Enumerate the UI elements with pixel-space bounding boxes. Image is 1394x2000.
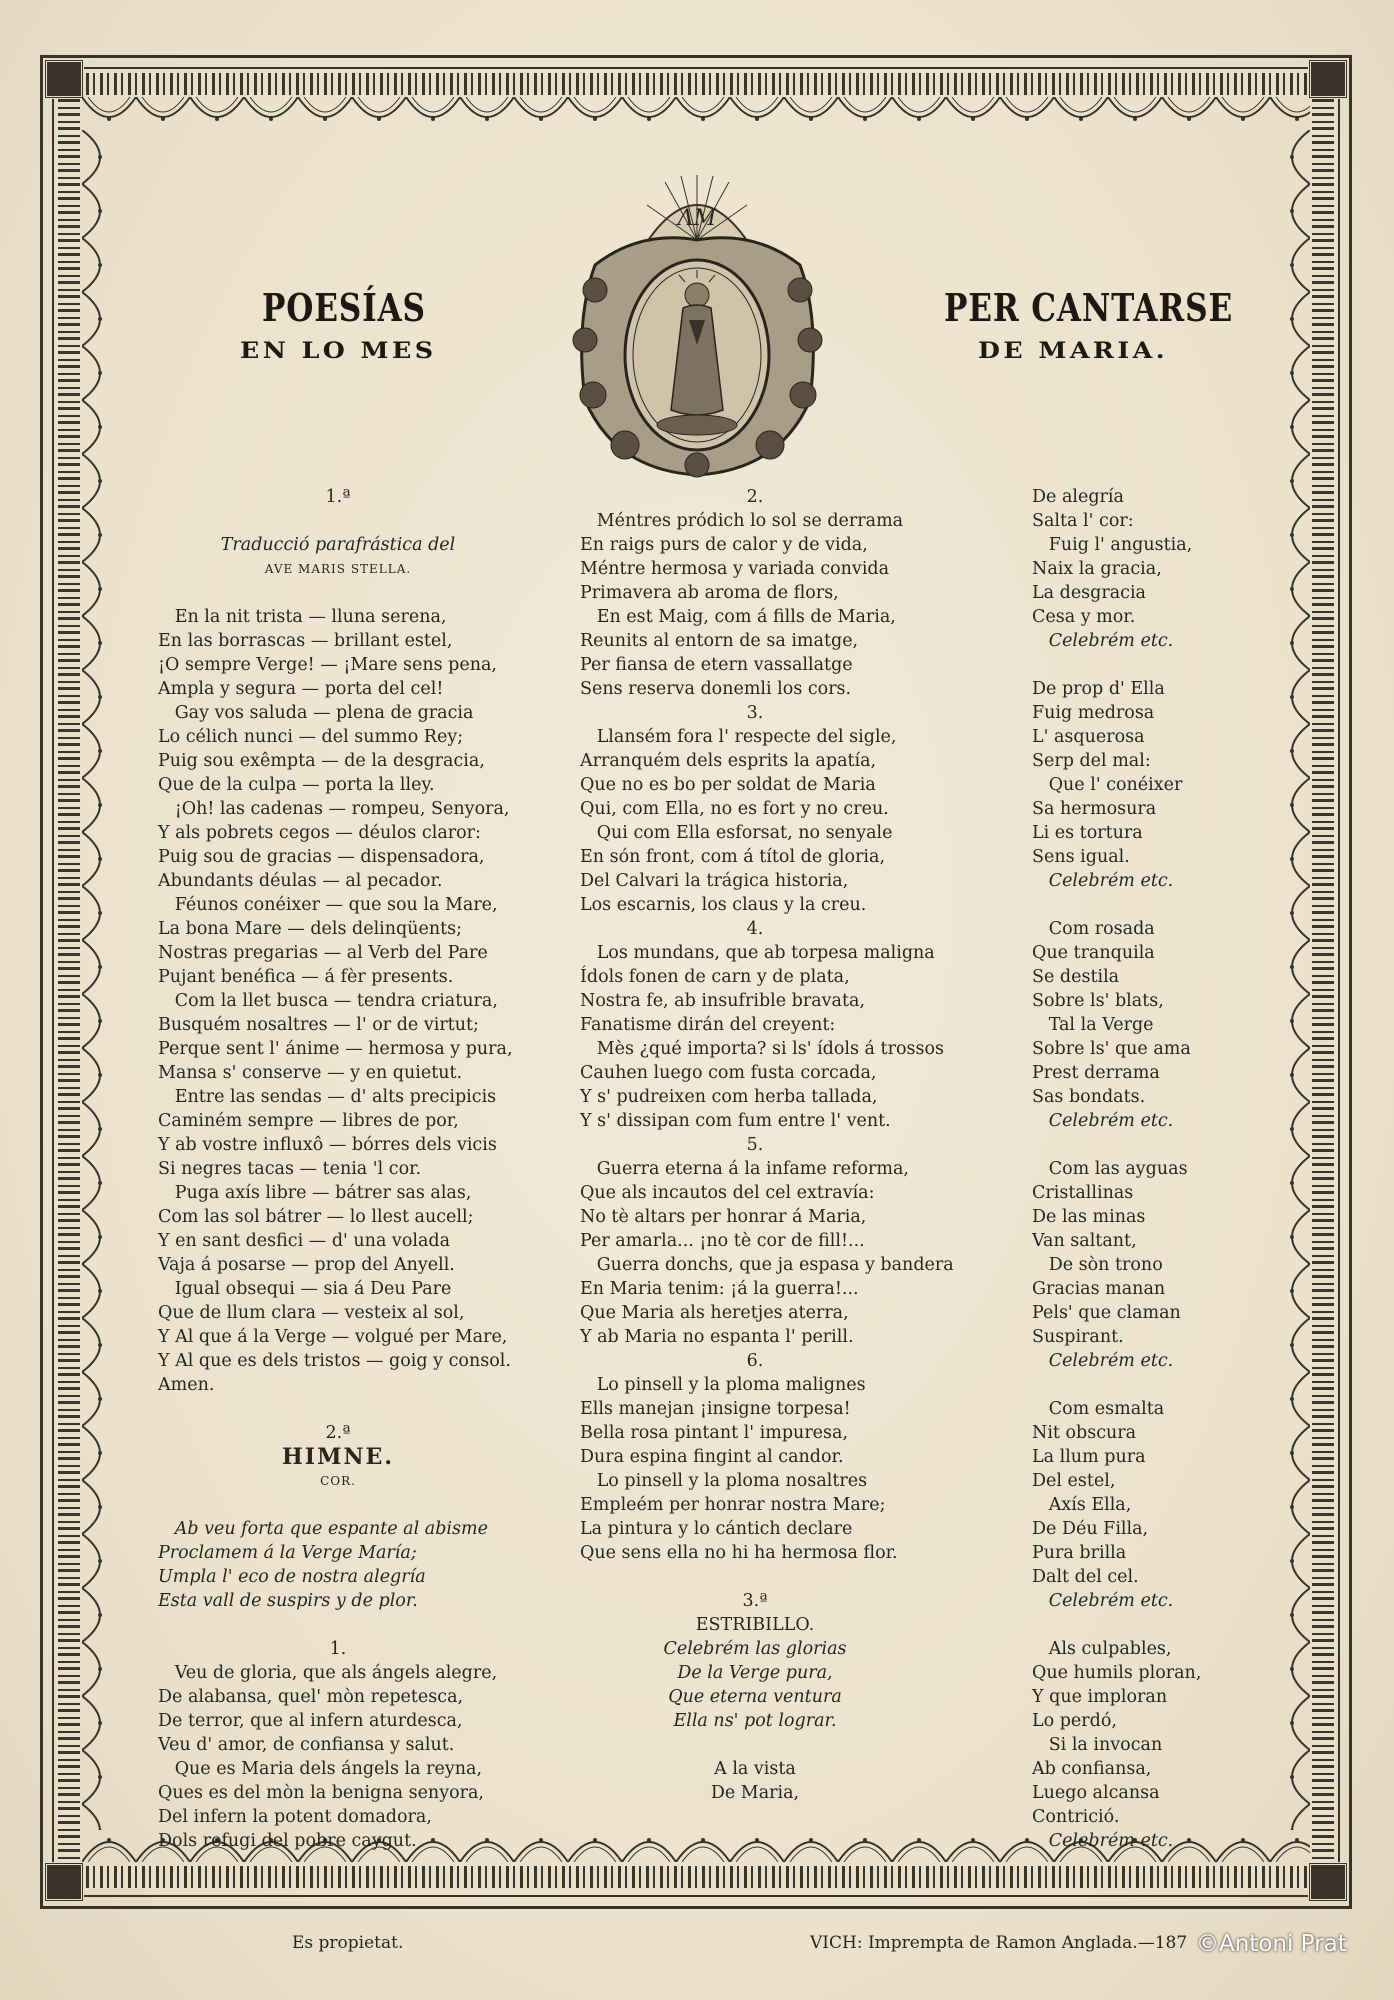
verse-line: De alegría — [1032, 487, 1124, 507]
verse-line — [158, 1397, 518, 1421]
verse-line — [1032, 893, 1242, 917]
verse-line: Serp del mal: — [1032, 751, 1151, 771]
verse-line: Lo pinsell y la ploma malignes — [580, 1375, 866, 1395]
verse-line: Ampla y segura — porta del cel! — [158, 679, 444, 699]
verse-line: Arranquém dels esprits la apatía, — [580, 751, 877, 771]
verse-line: Mès ¿qué importa? si ls' ídols á trossos — [580, 1039, 944, 1059]
verse-line: Celebrém las glorias — [663, 1639, 847, 1659]
virgin-mary-vignette — [555, 170, 840, 480]
verse-line: En raigs purs de calor y de vida, — [580, 535, 868, 555]
verse-line: Primavera ab aroma de flors, — [580, 583, 839, 603]
verse-line: Nit obscura — [1032, 1423, 1137, 1443]
verse-line: De sòn trono — [1032, 1255, 1163, 1275]
verse-line — [1032, 1373, 1242, 1397]
verse-line: De Maria, — [710, 1783, 800, 1803]
verse-line: Traducció parafrástica del — [220, 535, 456, 555]
verse-line: A la vista — [714, 1759, 796, 1779]
verse-line: Sobre ls' blats, — [1032, 991, 1164, 1011]
title-left: POESÍAS — [262, 285, 426, 330]
watermark: ©Antoni Prat — [1196, 1931, 1347, 1957]
verse-line: Puga axís libre — bátrer sas alas, — [158, 1183, 472, 1203]
verse-line: Celebrém etc. — [1032, 1831, 1174, 1851]
verse-line: Prest derrama — [1032, 1063, 1160, 1083]
verse-line: De la Verge pura, — [677, 1663, 833, 1683]
verse-line: Puig sou exêmpta — de la desgracia, — [158, 751, 485, 771]
verse-line: Luego alcansa — [1032, 1783, 1160, 1803]
verse-line: Als culpables, — [1032, 1639, 1172, 1659]
verse-line: Gracias manan — [1032, 1279, 1166, 1299]
verse-line: La bona Mare — dels delinqüents; — [158, 919, 463, 939]
verse-line: Méntres pródich lo sol se derrama — [580, 511, 904, 531]
verse-line: Cristallinas — [1032, 1183, 1134, 1203]
verse-line: 5. — [746, 1135, 764, 1155]
verse-line: En Maria tenim: ¡á la guerra!... — [580, 1279, 859, 1299]
verse-line — [580, 1565, 930, 1589]
verse-line: En la nit trista — lluna serena, — [158, 607, 447, 627]
verse-line: Ques es del mòn la benigna senyora, — [158, 1783, 484, 1803]
verse-line: Busquém nosaltres — l' or de virtut; — [158, 1015, 479, 1035]
verse-line: Que sens ella no hi ha hermosa flor. — [580, 1543, 898, 1563]
verse-line: Gay vos saluda — plena de gracia — [158, 703, 474, 723]
verse-line: Y s' dissipan com fum entre l' vent. — [580, 1111, 891, 1131]
verse-line: En est Maig, com á fills de Maria, — [580, 607, 896, 627]
verse-line: Que de llum clara — vesteix al sol, — [158, 1303, 465, 1323]
verse-line: La pintura y lo cántich declare — [580, 1519, 853, 1539]
verse-line: Sobre ls' que ama — [1032, 1039, 1191, 1059]
verse-line: Lo perdó, — [1032, 1711, 1117, 1731]
verse-line: Y ab Maria no espanta l' perill. — [580, 1327, 854, 1347]
verse-line: Com rosada — [1032, 919, 1155, 939]
verse-line: En són front, com á títol de gloria, — [580, 847, 886, 867]
verse-line: Del estel, — [1032, 1471, 1116, 1491]
verse-line: Pujant benéfica — á fèr presents. — [158, 967, 454, 987]
verse-line: Los escarnis, los claus y la creu. — [580, 895, 867, 915]
verse-line: Umpla l' eco de nostra alegría — [158, 1567, 426, 1587]
verse-line: Y en sant desfici — d' una volada — [158, 1231, 451, 1251]
verse-line: 1. — [329, 1639, 347, 1659]
verse-line: Que Maria als heretjes aterra, — [580, 1303, 849, 1323]
verse-line: ESTRIBILLO. — [695, 1615, 815, 1635]
radiant-monogram-icon — [645, 175, 750, 245]
verse-line: Ab veu forta que espante al abisme — [158, 1519, 488, 1539]
corner-ornament-bottom-right — [1308, 1862, 1348, 1902]
verse-line: Contrició. — [1032, 1807, 1120, 1827]
verse-line: Salta l' cor: — [1032, 511, 1134, 531]
verse-line: Ab confiansa, — [1032, 1759, 1152, 1779]
verse-line: Mansa s' conserve — y en quietut. — [158, 1063, 463, 1083]
verse-line: ¡O sempre Verge! — ¡Mare sens pena, — [158, 655, 497, 675]
verse-line: Sas bondats. — [1032, 1087, 1146, 1107]
verse-line: 3.ª — [742, 1591, 768, 1611]
verse-line — [158, 581, 518, 605]
verse-line: Empleém per honrar nostra Mare; — [580, 1495, 886, 1515]
footer-rights: Es propietat. — [292, 1933, 404, 1953]
verse-line: Si negres tacas — tenia 'l cor. — [158, 1159, 422, 1179]
verse-line: 3. — [746, 703, 764, 723]
verse-line: Com las sol bátrer — lo llest aucell; — [158, 1207, 474, 1227]
verse-line: Com la llet busca — tendra criatura, — [158, 991, 498, 1011]
verse-line: Fanatisme dirán del creyent: — [580, 1015, 836, 1035]
verse-line: Celebrém etc. — [1032, 1591, 1174, 1611]
verse-line: Entre las sendas — d' alts precipicis — [158, 1087, 497, 1107]
verse-line: Bella rosa pintant l' impuresa, — [580, 1423, 849, 1443]
svg-text:ΛM: ΛM — [677, 206, 717, 231]
verse-line: Cauhen luego com fusta corcada, — [580, 1063, 877, 1083]
verse-line: Naix la gracia, — [1032, 559, 1162, 579]
column-right — [1032, 485, 1242, 1853]
verse-line: 2. — [746, 487, 764, 507]
verse-line: De las minas — [1032, 1207, 1146, 1227]
verse-line: Se destila — [1032, 967, 1120, 987]
verse-line: Pels' que claman — [1032, 1303, 1181, 1323]
verse-line: Sa hermosura — [1032, 799, 1157, 819]
verse-line: ¡Oh! las cadenas — rompeu, Senyora, — [158, 799, 510, 819]
verse-line: Dols refugi del pobre caygut. — [158, 1831, 417, 1851]
verse-line: Llansém fora l' respecte del sigle, — [580, 727, 897, 747]
verse-line: No tè altars per honrar á Maria, — [580, 1207, 867, 1227]
verse-line: Celebrém etc. — [1032, 1351, 1174, 1371]
verse-line: Nostras pregarias — al Verb del Pare — [158, 943, 488, 963]
verse-line — [158, 509, 518, 533]
verse-line: Per fiansa de etern vassallatge — [580, 655, 853, 675]
verse-line: Que no es bo per soldat de Maria — [580, 775, 876, 795]
verse-line: Lo célich nunci — del summo Rey; — [158, 727, 464, 747]
verse-line: Que de la culpa — porta la lley. — [158, 775, 435, 795]
subtitle-right: DE MARIA. — [978, 338, 1169, 364]
column-left — [158, 485, 518, 1853]
verse-line: Fuig medrosa — [1032, 703, 1155, 723]
right-scallop-ornament — [1282, 130, 1310, 1830]
verse-line: Qui com Ella esforsat, no senyale — [580, 823, 893, 843]
verse-line: De prop d' Ella — [1032, 679, 1165, 699]
verse-line: Pura brilla — [1032, 1543, 1127, 1563]
verse-line: Guerra eterna á la infame reforma, — [580, 1159, 909, 1179]
verse-line: Ella ns' pot lograr. — [673, 1711, 837, 1731]
verse-line: 4. — [746, 919, 764, 939]
verse-line: La desgracia — [1032, 583, 1146, 603]
verse-line: Caminém sempre — libres de por, — [158, 1111, 459, 1131]
verse-line: Y Al que es dels tristos — goig y consol. — [158, 1351, 511, 1371]
column-center — [580, 485, 954, 1805]
verse-line: Lo pinsell y la ploma nosaltres — [580, 1471, 868, 1491]
verse-line: Méntre hermosa y variada convida — [580, 559, 890, 579]
verse-line: Que es Maria dels ángels la reyna, — [158, 1759, 483, 1779]
verse-line: Proclamem á la Verge María; — [158, 1543, 417, 1563]
verse-line: Celebrém etc. — [1032, 1111, 1174, 1131]
verse-line: Del infern la potent domadora, — [158, 1807, 432, 1827]
corner-ornament-bottom-left — [44, 1862, 84, 1902]
verse-line: Com esmalta — [1032, 1399, 1165, 1419]
verse-line: L' asquerosa — [1032, 727, 1145, 747]
verse-line: Axís Ella, — [1032, 1495, 1132, 1515]
verse-line — [1032, 1613, 1242, 1637]
verse-line: La llum pura — [1032, 1447, 1146, 1467]
verse-line: Nostra fe, ab insufrible bravata, — [580, 991, 866, 1011]
verse-line: De Déu Filla, — [1032, 1519, 1149, 1539]
verse-line: Li es tortura — [1032, 823, 1143, 843]
verse-line: Los mundans, que ab torpesa maligna — [580, 943, 935, 963]
verse-line: Celebrém etc. — [1032, 631, 1174, 651]
verse-line: Y que imploran — [1032, 1687, 1168, 1707]
verse-line: Y Al que á la Verge — volgué per Mare, — [158, 1327, 508, 1347]
left-scallop-ornament — [82, 130, 110, 1830]
verse-line: Ídols fonen de carn y de plata, — [580, 967, 850, 987]
verse-line: Veu de gloria, que als ángels alegre, — [158, 1663, 498, 1683]
verse-line: COR. — [320, 1474, 356, 1488]
verse-line: Veu d' amor, de confiansa y salut. — [158, 1735, 455, 1755]
verse-line: Per amarla... ¡no tè cor de fill!... — [580, 1231, 865, 1251]
verse-line — [1032, 1133, 1242, 1157]
verse-line: Y als pobrets cegos — déulos claror: — [158, 823, 481, 843]
verse-line: Sens reserva donemli los cors. — [580, 679, 852, 699]
verse-line: Sens igual. — [1032, 847, 1130, 867]
verse-line: Y s' pudreixen com herba tallada, — [580, 1087, 878, 1107]
verse-line: Fuig l' angustia, — [1032, 535, 1193, 555]
verse-line — [158, 1493, 518, 1517]
verse-line: Si la invocan — [1032, 1735, 1163, 1755]
verse-line: AVE MARIS STELLA. — [264, 562, 412, 576]
verse-line: Celebrém etc. — [1032, 871, 1174, 891]
footer-printer: VICH: Imprempta de Ramon Anglada.—187 — [810, 1933, 1188, 1953]
verse-line: Que humils ploran, — [1032, 1663, 1202, 1683]
verse-line: Vaja á posarse — prop del Anyell. — [158, 1255, 455, 1275]
verse-line — [580, 1733, 930, 1757]
verse-line: 6. — [746, 1351, 764, 1371]
verse-line: Com las ayguas — [1032, 1159, 1188, 1179]
verse-line: Dura espina fingint al candor. — [580, 1447, 844, 1467]
verse-line: Van saltant, — [1032, 1231, 1137, 1251]
top-scallop-ornament — [82, 97, 1310, 129]
verse-line: 1.ª — [325, 487, 351, 507]
verse-line: Reunits al entorn de sa imatge, — [580, 631, 859, 651]
corner-ornament-top-right — [1308, 59, 1348, 99]
verse-line: Ells manejan ¡insigne torpesa! — [580, 1399, 851, 1419]
verse-line: Perque sent l' ánime — hermosa y pura, — [158, 1039, 513, 1059]
verse-line: HIMNE. — [282, 1444, 394, 1470]
verse-line: Que l' conéixer — [1032, 775, 1183, 795]
verse-line: De alabansa, quel' mòn repetesca, — [158, 1687, 464, 1707]
verse-line: 2.ª — [325, 1423, 351, 1443]
verse-line: Féunos conéixer — que sou la Mare, — [158, 895, 498, 915]
verse-line — [1032, 653, 1242, 677]
verse-line: Igual obsequi — sia á Deu Pare — [158, 1279, 452, 1299]
verse-line: Del Calvari la trágica historia, — [580, 871, 849, 891]
verse-line: Cesa y mor. — [1032, 607, 1136, 627]
verse-line — [158, 1613, 518, 1637]
title-right: PER CANTARSE — [944, 285, 1234, 330]
verse-line: Amen. — [158, 1375, 215, 1395]
verse-line: Qui, com Ella, no es fort y no creu. — [580, 799, 889, 819]
verse-line: Y ab vostre influxô — bórres dels vicis — [158, 1135, 497, 1155]
verse-line: En las borrascas — brillant estel, — [158, 631, 453, 651]
verse-line: Tal la Verge — [1032, 1015, 1154, 1035]
verse-line: De terror, que al infern aturdesca, — [158, 1711, 463, 1731]
verse-line: Que tranquila — [1032, 943, 1155, 963]
verse-line: Dalt del cel. — [1032, 1567, 1139, 1587]
verse-line: Puig sou de gracias — dispensadora, — [158, 847, 485, 867]
verse-line: Guerra donchs, que ja espasa y bandera — [580, 1255, 954, 1275]
verse-line: Que als incautos del cel extravía: — [580, 1183, 875, 1203]
verse-line: Esta vall de suspirs y de plor. — [158, 1591, 418, 1611]
corner-ornament-top-left — [44, 59, 84, 99]
subtitle-left: EN LO MES — [240, 338, 437, 364]
verse-line: Que eterna ventura — [668, 1687, 842, 1707]
verse-line: Abundants déulas — al pecador. — [158, 871, 443, 891]
verse-line: Suspirant. — [1032, 1327, 1124, 1347]
